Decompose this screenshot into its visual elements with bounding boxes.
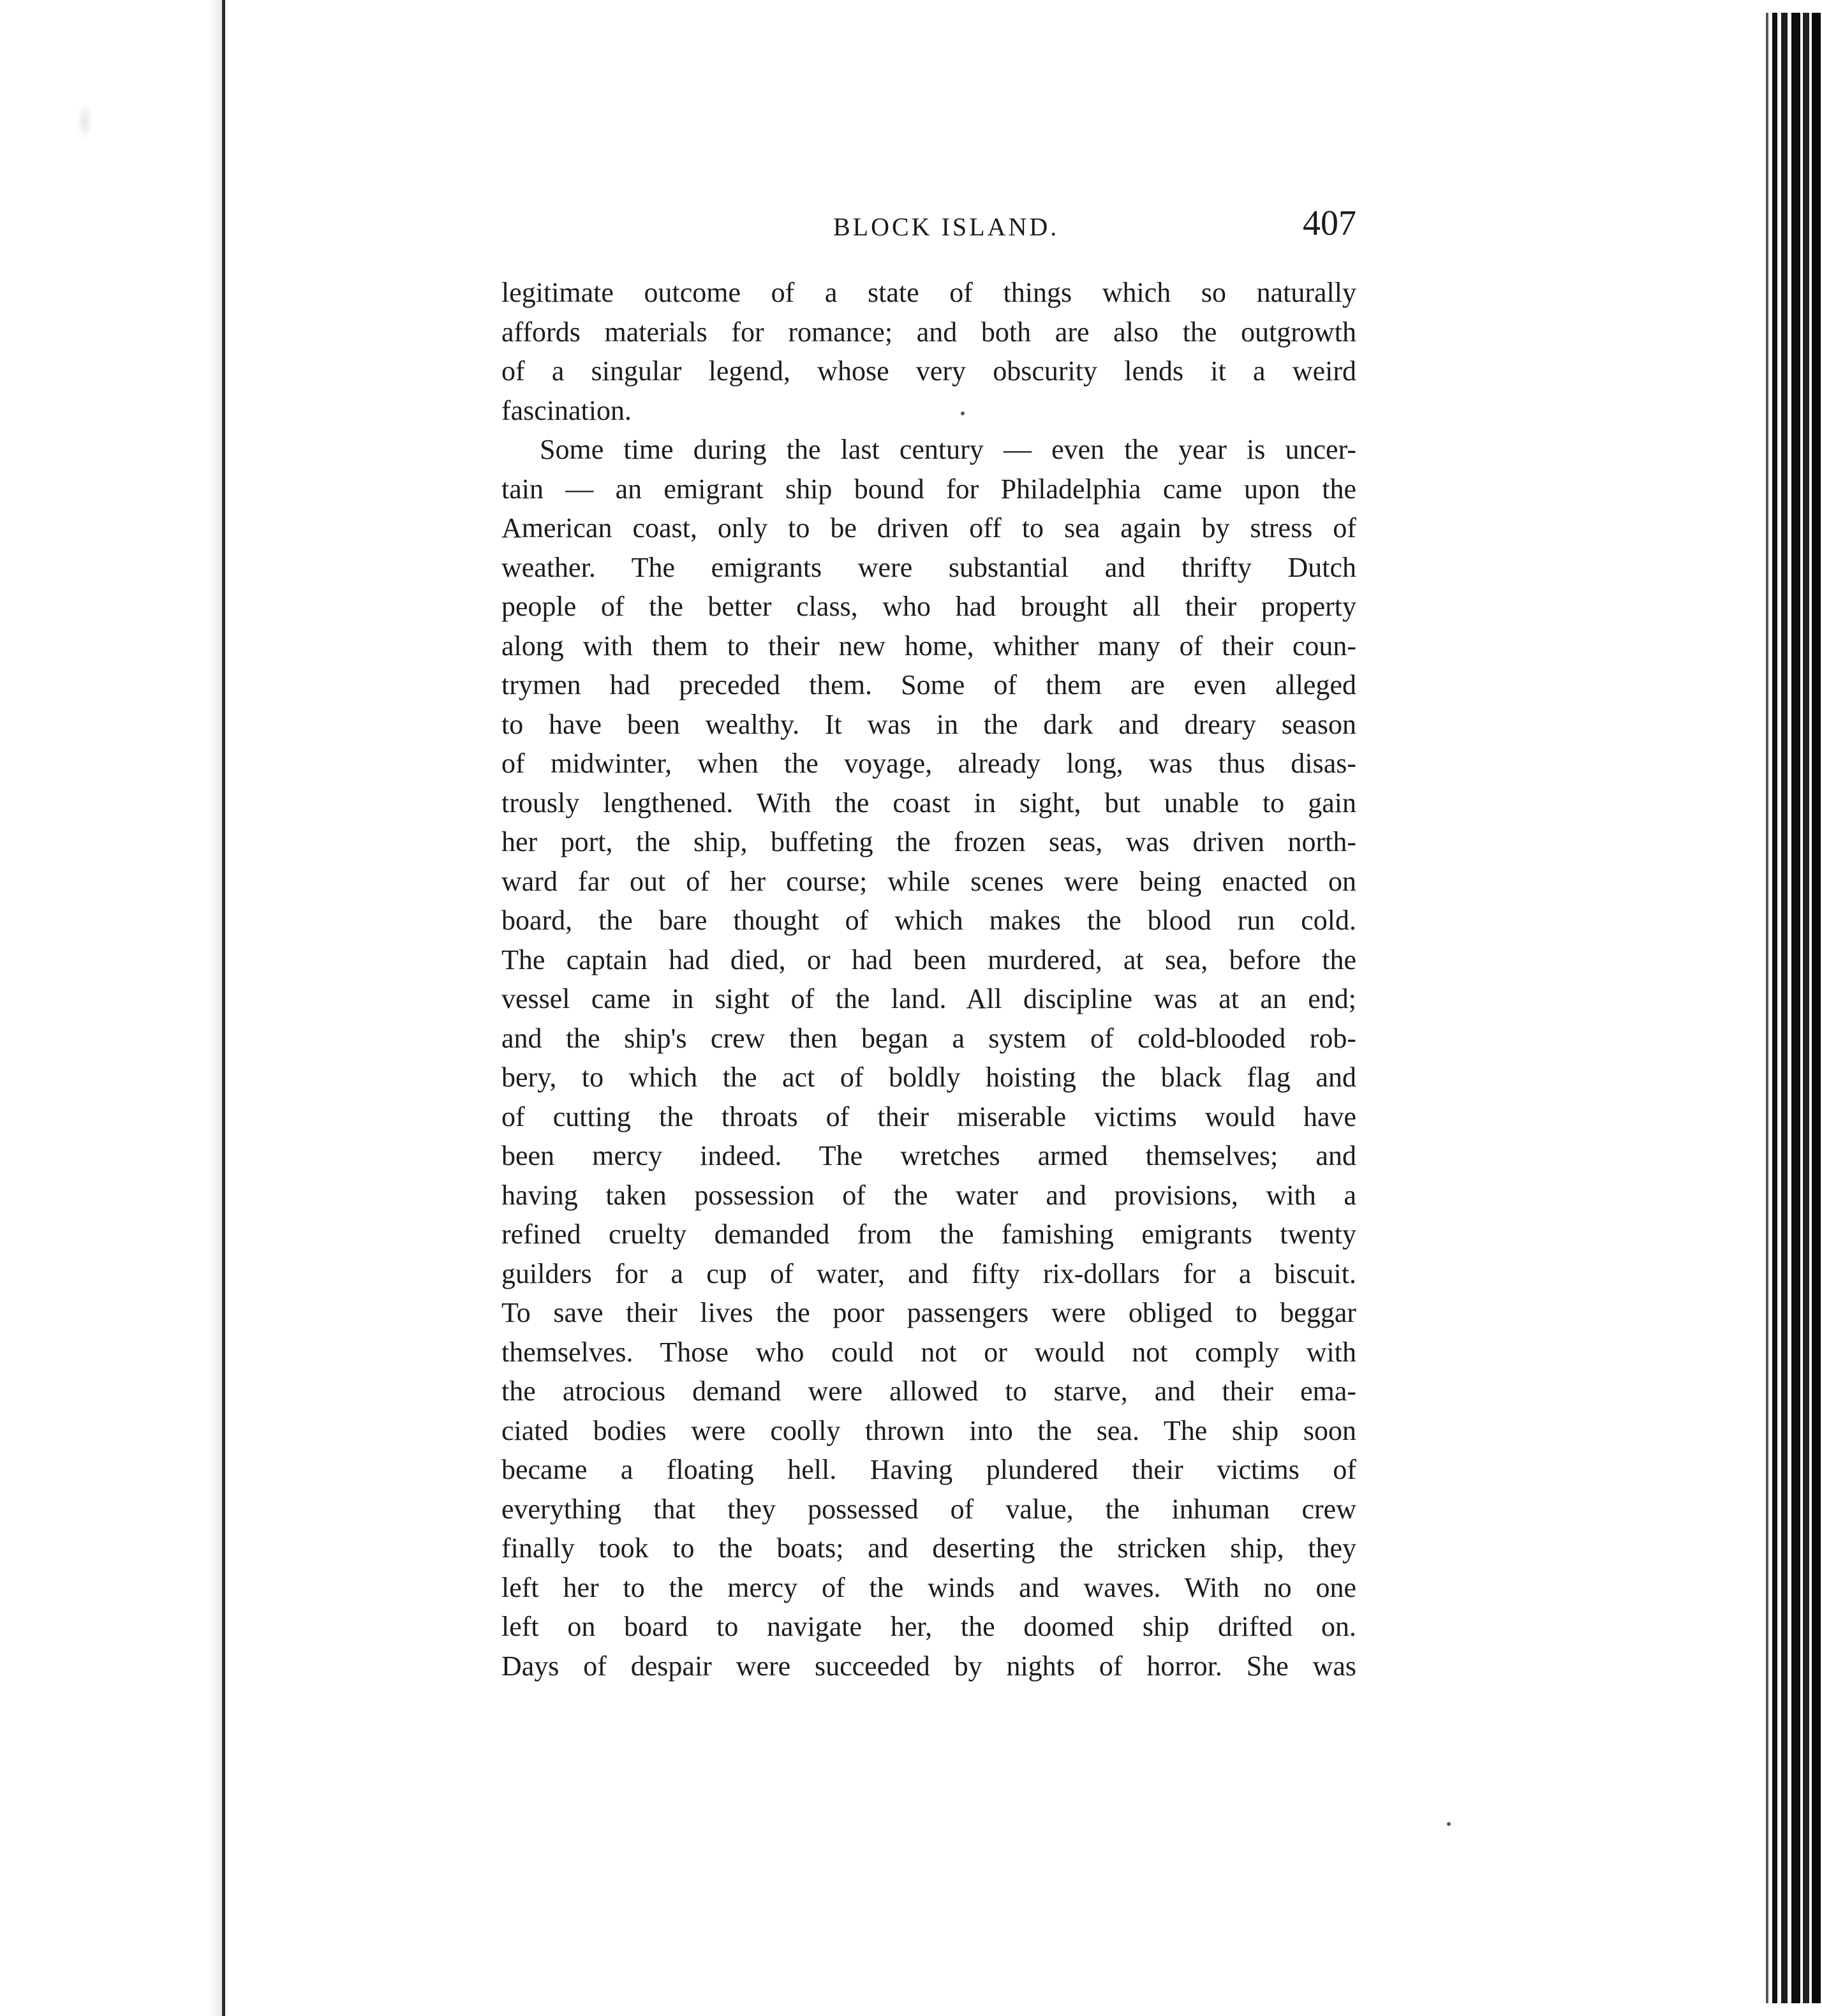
text-line: trously lengthened. With the coast in sight, but unable to gain bbox=[501, 787, 1356, 819]
text-line: themselves. Those who could not or would not comply with bbox=[501, 1336, 1356, 1368]
text-line: vessel came in sight of the land. All discipline was at an end; bbox=[501, 983, 1356, 1014]
text-line: tain — an emigrant ship bound for Philadelphia came upon the bbox=[501, 473, 1356, 505]
gutter-shadow bbox=[208, 0, 222, 2016]
text-line: guilders for a cup of water, and fifty rix-dollars for a biscuit. bbox=[501, 1257, 1356, 1289]
text-line: board, the bare thought of which makes the blood run cold. bbox=[501, 905, 1356, 936]
text-line: legitimate outcome of a state of things which so naturally bbox=[501, 277, 1356, 308]
margin-blemish bbox=[77, 102, 93, 140]
text-line: left her to the mercy of the winds and waves. With no one bbox=[501, 1571, 1356, 1603]
text-line: of cutting the throats of their miserable victims would have bbox=[501, 1101, 1356, 1132]
text-line: refined cruelty demanded from the famishing emigrants twenty bbox=[501, 1219, 1356, 1250]
text-line: been mercy indeed. The wretches armed themselves; and bbox=[501, 1140, 1356, 1171]
text-line: Days of despair were succeeded by nights of horror. She was bbox=[501, 1650, 1356, 1682]
text-line: along with them to their new home, whither many of their coun- bbox=[501, 630, 1356, 662]
scan-speck bbox=[1447, 1822, 1451, 1826]
text-line: fascination. bbox=[501, 394, 632, 426]
text-line: of midwinter, when the voyage, already long, was thus disas- bbox=[501, 748, 1356, 779]
text-line: The captain had died, or had been murdered, at sea, before the bbox=[501, 944, 1356, 975]
text-line: of a singular legend, whose very obscurity lends it a weird bbox=[501, 355, 1356, 387]
text-line: bery, to which the act of boldly hoisting the black flag and bbox=[501, 1062, 1356, 1093]
text-line: ward far out of her course; while scenes were being enacted on bbox=[501, 865, 1356, 897]
text-line: American coast, only to be driven off to sea again by stress of bbox=[501, 512, 1356, 544]
text-line: the atrocious demand were allowed to starve, and their ema- bbox=[501, 1375, 1356, 1407]
paragraph-start-line: Some time during the last century — even the year is uncer- bbox=[540, 434, 1356, 465]
text-line: finally took to the boats; and deserting the stricken ship, they bbox=[501, 1532, 1356, 1564]
text-line: having taken possession of the water and provisions, with a bbox=[501, 1179, 1356, 1211]
text-line: left on board to navigate her, the doomed ship drifted on. bbox=[501, 1611, 1356, 1642]
scan-speck bbox=[961, 411, 965, 415]
running-head bbox=[501, 203, 1356, 248]
page-number: 407 bbox=[1303, 204, 1356, 243]
text-line: became a floating hell. Having plundered their victims of bbox=[501, 1454, 1356, 1485]
text-line: To save their lives the poor passengers were obliged to beggar bbox=[501, 1297, 1356, 1328]
text-line: people of the better class, who had brought all their property bbox=[501, 591, 1356, 622]
body-text bbox=[501, 273, 1356, 1686]
text-line: to have been wealthy. It was in the dark and dreary season bbox=[501, 708, 1356, 740]
binding-edge-line bbox=[222, 0, 225, 2016]
text-line: her port, the ship, buffeting the frozen seas, was driven north- bbox=[501, 826, 1356, 857]
text-line: everything that they possessed of value, the inhuman crew bbox=[501, 1493, 1356, 1525]
text-line: and the ship's crew then began a system of cold-blooded rob- bbox=[501, 1022, 1356, 1054]
text-line: weather. The emigrants were substantial and thrifty Dutch bbox=[501, 551, 1356, 583]
text-line: affords materials for romance; and both are also the outgrowth bbox=[501, 316, 1356, 348]
text-line: trymen had preceded them. Some of them are even alleged bbox=[501, 669, 1356, 700]
text-line: ciated bodies were coolly thrown into the sea. The ship soon bbox=[501, 1414, 1356, 1446]
running-title: BLOCK ISLAND. bbox=[833, 212, 1060, 241]
page-stack-edge bbox=[1753, 0, 1822, 2016]
